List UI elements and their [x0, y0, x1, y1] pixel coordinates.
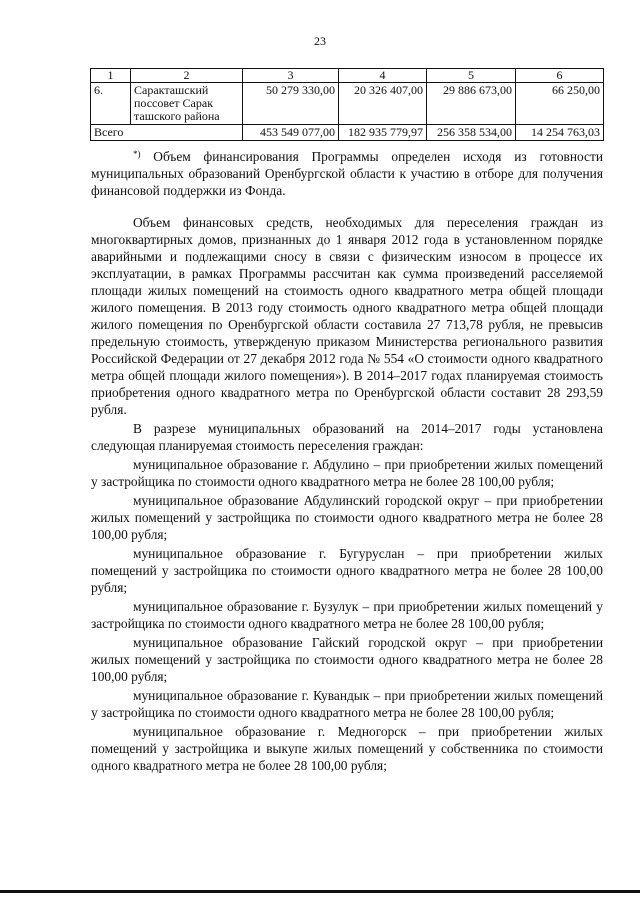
table-header-row	[91, 69, 604, 83]
paragraph: Объем финансовых средств, необходимых для переселения граждан из многоквартирных домов, признанных до 1 января 2012 года в установленном порядке аварийными и подлежащими сносу в связи с физическим износом в процессе их эксплуатации, в рамках Программы рассчитан как сумма произведений расселяемой площади жилых помещений на стоимость одного квадратного метра общей площади жилого помещения. В 2013 году стоимость одного квадратного метра общей площади жилого помещения по Оренбургской области составила 27 713,78 рубля, не превысив предельную стоимость, утвержденую приказом Министерства регионального развития Российской Федерации от 27 декабря 2012 года № 554 «О стоимости одного квадратного метра общей площади жилого помещения»). В 2014–2017 годах планируемая стоимость приобретения одного квадратного метра по Оренбургской области составит 28 293,59 рубля.	[91, 215, 603, 417]
table-header-cell: 1	[91, 69, 131, 83]
page-bottom-border	[0, 890, 640, 893]
row-number-cell: 6.	[91, 83, 131, 125]
list-item: муниципальное образование г. Медногорск – при приобретении жилых помещений у застройщика и выкупе жилых помещений у собственника по стоимости одного квадратного метра не более 28 100,00 рубля;	[91, 724, 603, 773]
footnote	[91, 148, 603, 199]
table-row	[91, 83, 604, 125]
table-header-cell: 3	[243, 69, 339, 83]
table-header-cell: 2	[131, 69, 243, 83]
list-item: муниципальное образование Гайский городской округ – при приобретении жилых помещений у застройщика по стоимости одного квадратного метра не более 28 100,00 рубля;	[91, 635, 603, 684]
list-item: муниципальное образование Абдулинский городской округ – при приобретении жилых помещений у застройщика по стоимости одного квадратного метра не более 28 100,00 рубля;	[91, 493, 603, 542]
table-header-cell: 5	[427, 69, 516, 83]
list-item: муниципальное образование г. Кувандык – при приобретении жилых помещений у застройщика по стоимости одного квадратного метра не более 28 100,00 рубля;	[91, 688, 603, 720]
list-item: муниципальное образование г. Бугуруслан – при приобретении жилых помещений у застройщика по стоимости одного квадратного метра не более 28 100,00 рубля;	[91, 546, 603, 595]
amount-cell: 29 886 673,00	[427, 83, 516, 125]
footnote-text: Объем финансирования Программы определен исходя из готовности муниципальных образований Оренбургской области к участию в отборе для получения финансовой поддержки из Фонда.	[91, 149, 603, 198]
total-amount-cell: 453 549 077,00	[243, 125, 339, 141]
total-label-cell: Всего	[91, 125, 243, 141]
page-number: 23	[314, 34, 326, 48]
total-amount-cell: 182 935 779,97	[339, 125, 427, 141]
list-item: муниципальное образование г. Бузулук – при приобретении жилых помещений у застройщика по стоимости одного квадратного метра не более 28 100,00 рубля;	[91, 599, 603, 631]
amount-cell: 66 250,00	[516, 83, 604, 125]
list-item: муниципальное образование г. Абдулино – при приобретении жилых помещений у застройщика по стоимости одного квадратного метра не более 28 100,00 рубля;	[91, 457, 603, 489]
amount-cell: 50 279 330,00	[243, 83, 339, 125]
paragraph: В разрезе муниципальных образований на 2014–2017 годы установлена следующая планируемая стоимость переселения граждан:	[91, 421, 603, 453]
body-text	[91, 214, 603, 774]
table-header-cell: 4	[339, 69, 427, 83]
table-total-row	[91, 125, 604, 141]
total-amount-cell: 256 358 534,00	[427, 125, 516, 141]
municipality-name-cell: Саракташский поссовет Сарак ташского района	[131, 83, 243, 125]
table-header-cell: 6	[516, 69, 604, 83]
footnote-marker: *)	[133, 149, 141, 159]
amount-cell: 20 326 407,00	[339, 83, 427, 125]
financing-table	[90, 68, 604, 141]
total-amount-cell: 14 254 763,03	[516, 125, 604, 141]
